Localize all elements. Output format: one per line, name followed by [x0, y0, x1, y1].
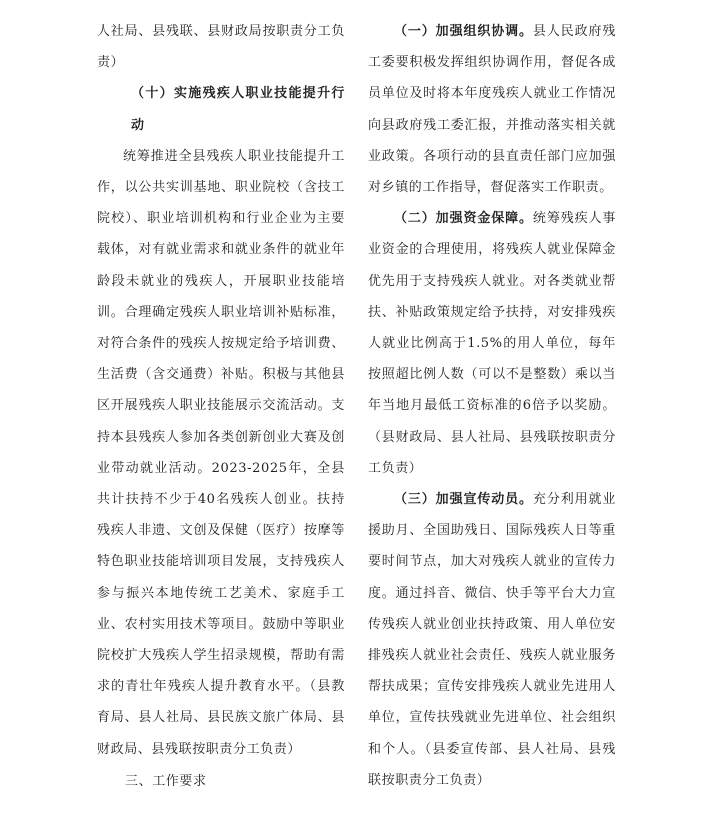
- paragraph-continuation: 人社局、县残联、县财政局按职责分工负责）: [97, 24, 345, 71]
- item10-body: 统筹推进全县残疾人职业技能提升工作，以公共实训基地、职业院校（含技工院校）、职业培训机构和行业企业为主要载体，对有就业需求和就业条件的就业年龄段未就业的残疾人，开展职业技能培训。合理确定残疾人职业培训补贴标准，对符合条件的残疾人按规定给予培训费、生活费（含交通费）补贴。积极与其他县区开展残疾人职业技能展示交流活动。支持本县残疾人参加各类创新创业大赛及创业带动就业活动。2023-2025年，全县共计扶持不少于40名残疾人创业。扶持残疾人非遗、文创及保健（医疗）按摩等特色职业技能培训项目发展，支持残疾人参与振兴本地传统工艺美术、家庭手工业、农村实用技术等项目。鼓励中等职业院校扩大残疾人学生招录规模，帮助有需求的青壮年残疾人提升教育水平。（县教育局、县人社局、县民族文旅广体局、县财政局、县残联按职责分工负责）: [97, 148, 345, 757]
- section3-title: 三、工作要求: [125, 773, 207, 789]
- item3-body: 充分利用就业援助月、全国助残日、国际残疾人日等重要时间节点，加大对残疾人就业的宣传力度。通过抖音、微信、快手等平台大力宣传残疾人就业创业扶持政策、用人单位安排残疾人就业社会责任、残疾人就业服务帮扶成果；宣传安排残疾人就业先进用人单位，宣传扶残就业先进单位、社会组织和个人。（县委宣传部、县人社局、县残联按职责分工负责）: [368, 492, 616, 788]
- item3-lead: （三）加强宣传动员。: [394, 492, 533, 508]
- item1-lead: （一）加强组织协调。: [394, 24, 533, 39]
- item3-paragraph: [368, 484, 616, 796]
- item2-body: 统筹残疾人事业资金的合理使用，将残疾人就业保障金优先用于支持残疾人就业。对各类就业帮扶、补贴政策规定给予扶持，对安排残疾人就业比例高于1.5%的用人单位，每年按照超比例人数（可以不是整数）乘以当年当地月最低工资标准的6倍予以奖励。（县财政局、县人社局、县残联按职责分工负责）: [368, 211, 616, 476]
- item1-body: 县人民政府残工委要积极发挥组织协调作用，督促各成员单位及时将本年度残疾人就业工作情况向县政府残工委汇报，并推动落实相关就业政策。各项行动的县直责任部门应加强对乡镇的工作指导，督促落实工作职责。: [368, 24, 616, 196]
- right-column: [368, 16, 616, 796]
- item2-lead: （二）加强资金保障。: [394, 211, 533, 227]
- item1-paragraph: [368, 16, 616, 203]
- item10-heading: （十）实施残疾人职业技能提升行动: [131, 86, 345, 133]
- left-column: [97, 16, 345, 797]
- item2-paragraph: [368, 203, 616, 484]
